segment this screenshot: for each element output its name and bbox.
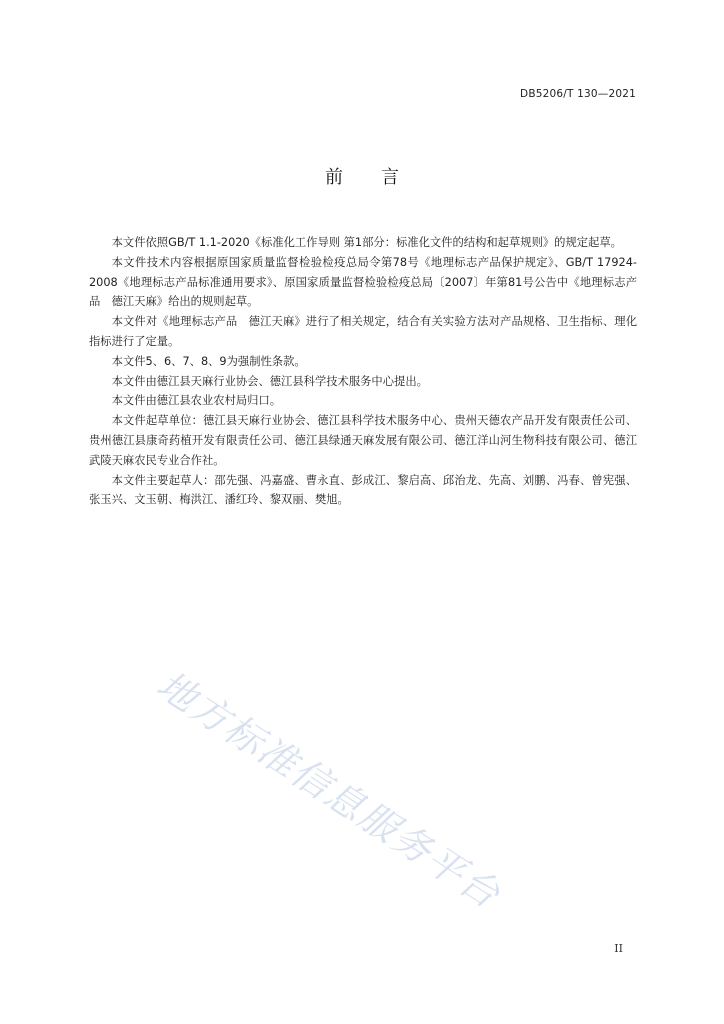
paragraph-administrator: 本文件由德江县农业农村局归口。: [111, 394, 282, 408]
paragraph-technical-basis: 本文件技术内容根据原国家质量监督检验检疫总局令第78号《地理标志产品保护规定》、GB/T 17924-2008《地理标志产品标准通用要求》、原国家质量监督检验检疫总局〔2007〕年第81号公告中《地理标志产品 德江天麻》给出的规则起草。: [89, 255, 637, 309]
foreword-body: [89, 233, 637, 510]
paragraph-drafting-units: 本文件起草单位：德江县天麻行业协会、德江县科学技术服务中心、贵州天德农产品开发有限责任公司、贵州德江县康奇药植开发有限责任公司、德江县绿通天麻发展有限公司、德江洋山河生物科技有限公司、德江武陵天麻农民专业合作社。: [89, 414, 637, 467]
paragraph-drafting-basis: 本文件依照GB/T 1.1-2020《标准化工作导则 第1部分：标准化文件的结构和起草规则》的规定起草。: [111, 236, 622, 249]
paragraph-mandatory-clauses: 本文件5、6、7、8、9为强制性条款。: [111, 354, 306, 368]
page-number: II: [614, 942, 623, 955]
paragraph-proposer: 本文件由德江县天麻行业协会、德江县科学技术服务中心提出。: [111, 374, 428, 388]
document-code: DB5206/T 130—2021: [520, 88, 636, 100]
section-title: 前言: [325, 167, 437, 188]
paragraph-scope: 本文件对《地理标志产品 德江天麻》进行了相关规定，结合有关实验方法对产品规格、卫生指标、理化指标进行了定量。: [89, 315, 637, 348]
watermark: 地方标准信息服务平台: [149, 662, 509, 918]
paragraph-drafters: 本文件主要起草人：邵先强、冯嘉盛、曹永直、彭成江、黎启高、邱治龙、先高、刘鹏、冯春、曾宪强、张玉兴、文玉朝、梅洪江、潘红玲、黎双丽、樊旭。: [89, 473, 637, 507]
